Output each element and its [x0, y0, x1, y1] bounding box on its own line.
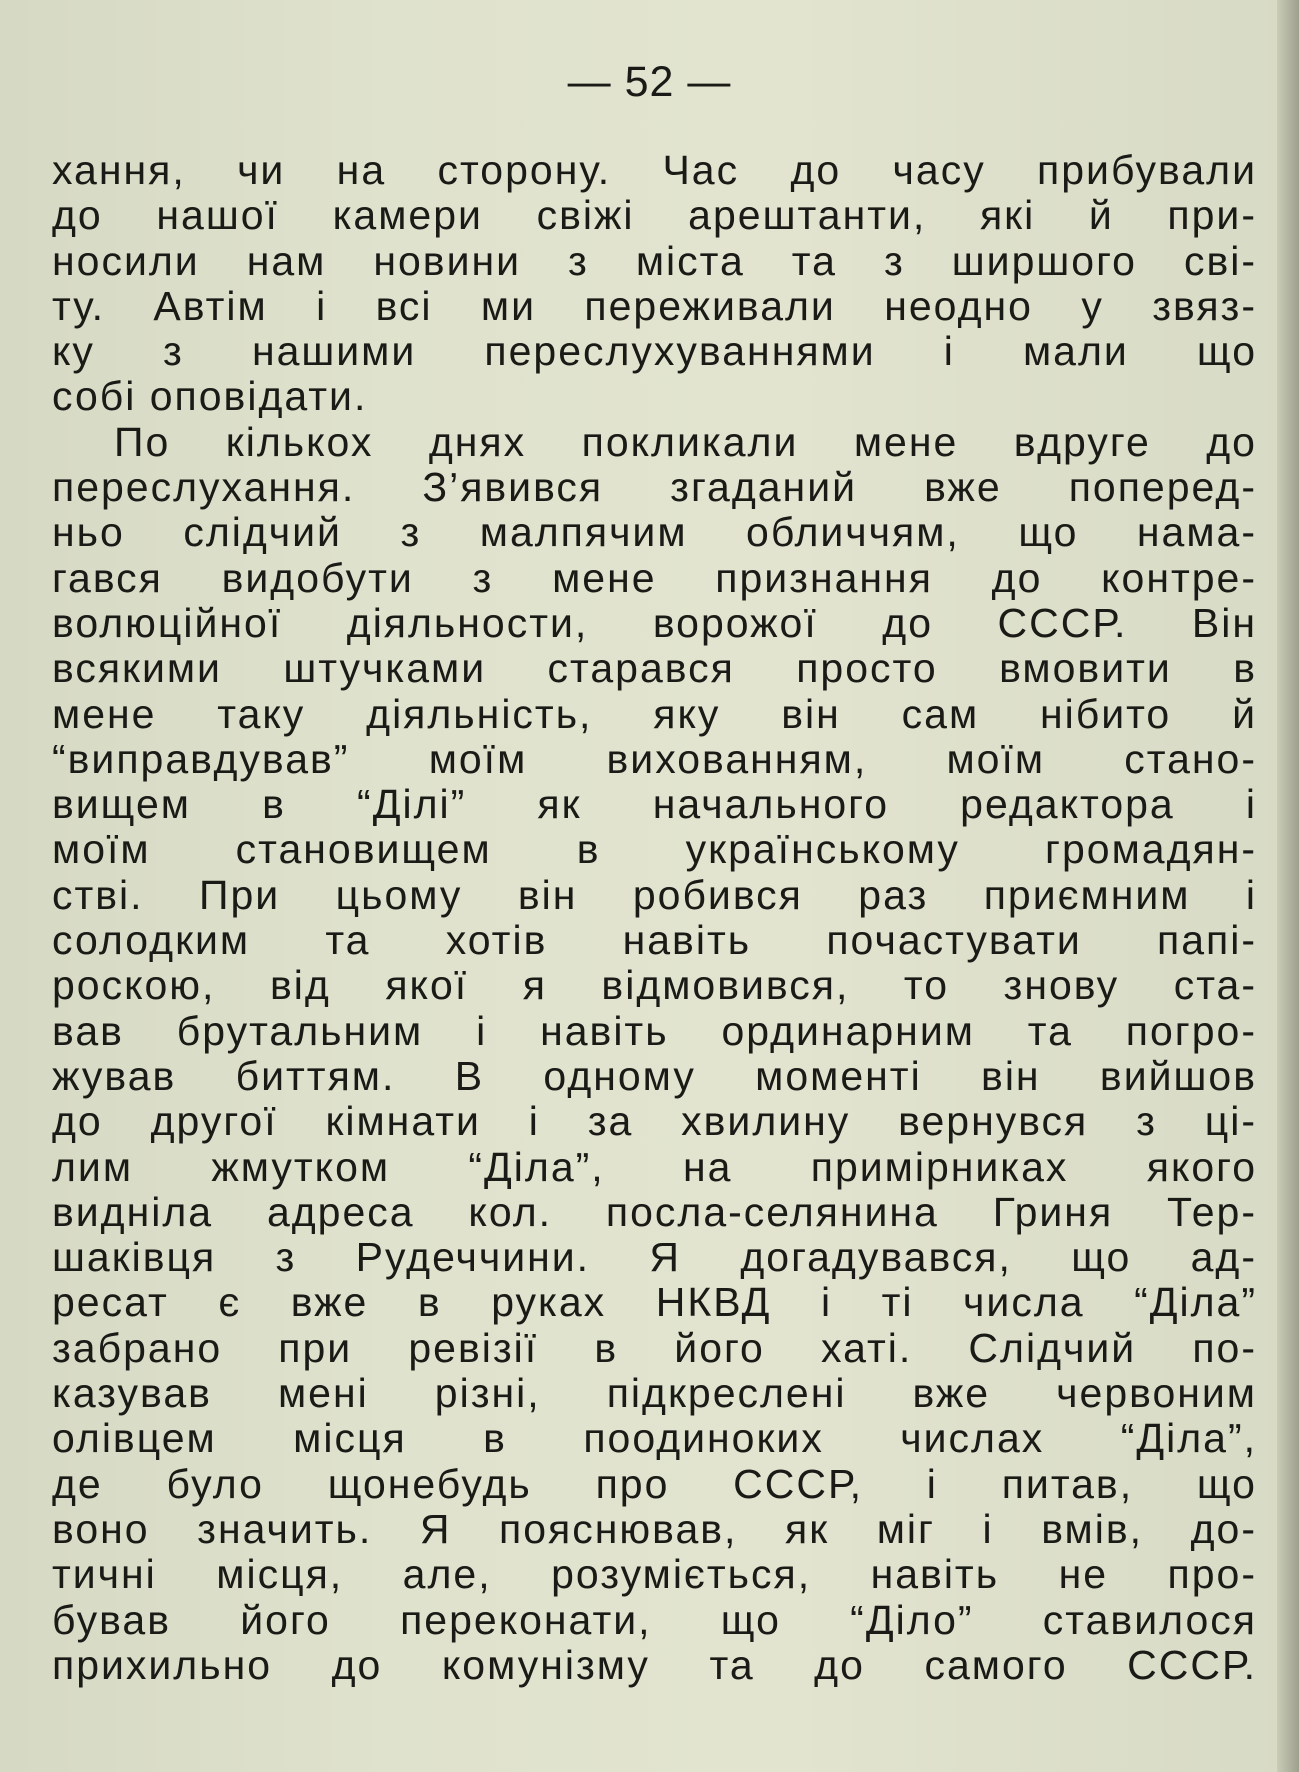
text-line: волюційної діяльности, ворожої до СССР. Він: [52, 599, 1257, 646]
text-line: до другої кімнати і за хвилину вернувся з ці-: [52, 1098, 1257, 1145]
text-line: ту. Автім і всі ми переживали неодно у звяз-: [52, 282, 1257, 329]
text-line: всякими штучками старався просто вмовити в: [52, 645, 1257, 692]
body-text: [52, 148, 1257, 1688]
text-line: олівцем місця в поодиноких числах “Діла”,: [52, 1415, 1257, 1462]
text-line: стві. При цьому він робився раз приємним і: [52, 871, 1257, 918]
text-line: вищем в “Ділі” як начального редактора і: [52, 781, 1257, 828]
text-line: переслухання. З’явився згаданий вже поперед-: [52, 464, 1257, 511]
text-line: мене таку діяльність, яку він сам нібито й: [52, 690, 1257, 737]
text-line: де було щонебудь про СССР, і питав, що: [52, 1460, 1257, 1507]
text-line: казував мені різні, підкреслені вже червоним: [52, 1370, 1257, 1417]
text-line: вав брутальним і навіть ординарним та погро-: [52, 1007, 1257, 1054]
text-line: жував биттям. В одному моменті він вийшов: [52, 1052, 1257, 1099]
text-line: носили нам новини з міста та з ширшого сві-: [52, 237, 1257, 284]
text-line: до нашої камери свіжі арештанти, які й при-: [52, 192, 1257, 239]
text-line: По кількох днях покликали мене вдруге до: [114, 418, 1257, 465]
text-line: солодким та хотів навіть почастувати папі-: [52, 917, 1257, 964]
text-line: прихильно до комунізму та до самого СССР.: [52, 1641, 1257, 1688]
text-line: ресат є вже в руках НКВД і ті числа “Діла”: [52, 1279, 1257, 1326]
text-line: видніла адреса кол. посла-селянина Гриня Тер-: [52, 1188, 1257, 1235]
text-line: ку з нашими переслухуваннями і мали що: [52, 328, 1257, 375]
text-line: хання, чи на сторону. Час до часу прибували: [52, 147, 1257, 193]
text-line: бував його переконати, що “Діло” ставилося: [52, 1596, 1257, 1643]
page-edge: [1277, 0, 1299, 1772]
text-line: роскою, від якої я відмовився, то знову ста-: [52, 962, 1257, 1009]
text-line: тичні місця, але, розуміється, навіть не про-: [52, 1551, 1257, 1598]
text-line: воно значить. Я пояснював, як міг і вмів, до-: [52, 1505, 1257, 1552]
text-line: ньо слідчий з малпячим обличчям, що нама-: [52, 509, 1257, 556]
text-line: забрано при ревізії в його хаті. Слідчий по-: [52, 1324, 1257, 1371]
text-line: “виправдував” моїм вихованням, моїм стано-: [52, 735, 1257, 782]
text-line: шаківця з Рудеччини. Я догадувався, що ад-: [52, 1234, 1257, 1281]
page-number: — 52 —: [567, 58, 732, 106]
text-line: моїм становищем в українському громадян-: [52, 826, 1257, 873]
text-line: собі оповідати.: [52, 373, 368, 420]
text-line: гався видобути з мене признання до контре-: [52, 554, 1257, 601]
text-line: лим жмутком “Діла”, на примірниках якого: [52, 1143, 1257, 1190]
